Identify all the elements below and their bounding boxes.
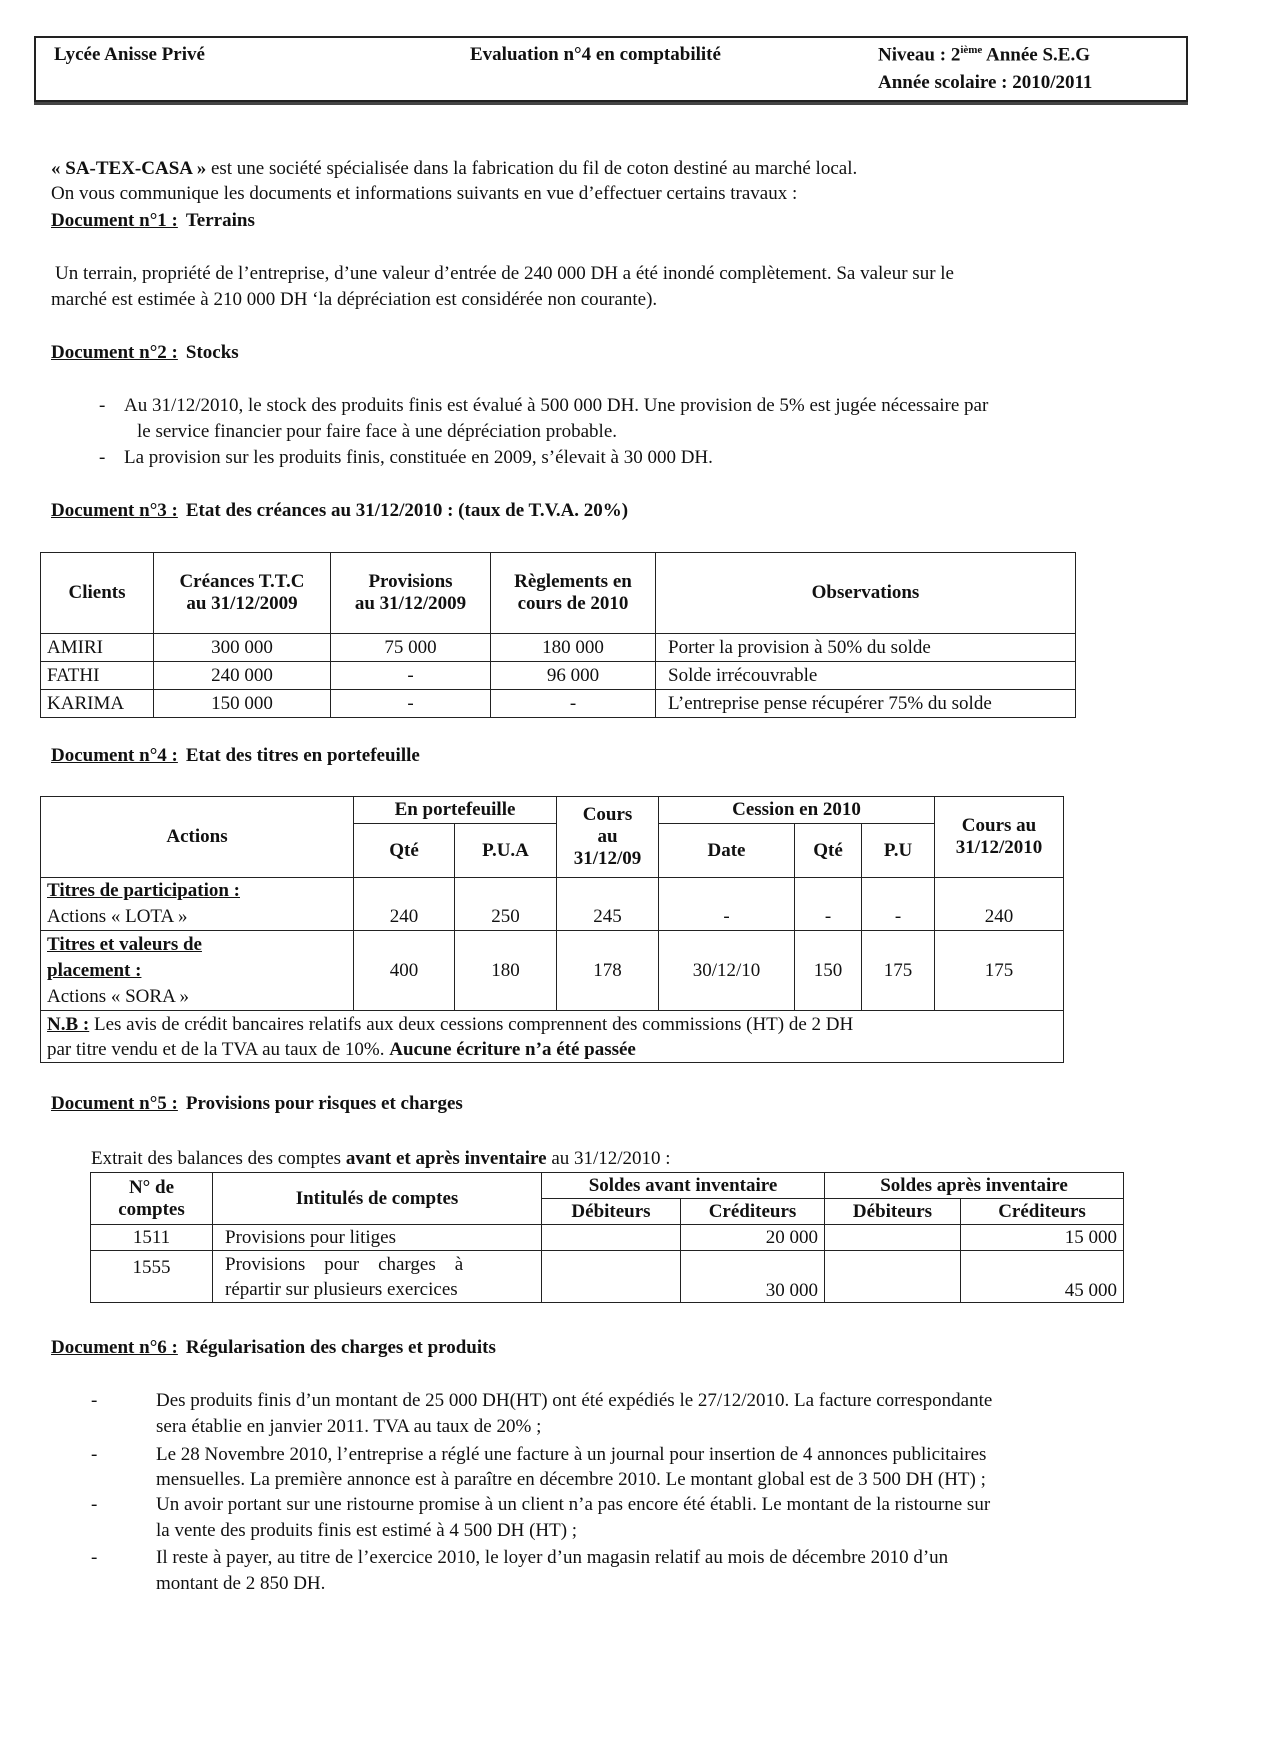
- col-cession: Cession en 2010: [659, 797, 935, 824]
- bullet-dash: -: [99, 395, 106, 416]
- page-header: [34, 36, 1188, 102]
- table-row: Titres de participation : Actions « LOTA » 240 250 245 - - - 240: [41, 878, 1064, 931]
- doc2-item-2: La provision sur les produits finis, constituée en 2009, s’élevait à 30 000 DH.: [124, 447, 713, 468]
- doc6-item-4-cont: montant de 2 850 DH.: [156, 1573, 326, 1594]
- doc2-item-1: Au 31/12/2010, le stock des produits finis est évalué à 500 000 DH. Une provision de 5% est jugée nécessaire par: [124, 395, 989, 416]
- securities-table: Actions En portefeuille Cours au 31/12/09 Cession en 2010 Cours au 31/12/2010 Qté P.U.A Date Qté P.U Titres de participation : Actions « LOTA » 240 250 245 - - - 240 Titres et valeurs de placement : Actions « SORA » 400 180 178 30/12/10 150 175 175 N.B : Les avis de crédit bancaires relatifs aux deux cessions comprennent des commissions (HT) de 2 DH par titre vendu et de la TVA au taux de 10%. Aucune écriture n’a été passée: [40, 796, 1064, 1063]
- level-label: Niveau : 2ième Année S.E.G: [878, 44, 1091, 66]
- doc2-heading: Document n°2 : Stocks: [51, 342, 239, 363]
- doc1-line-1: Un terrain, propriété de l’entreprise, d’une valeur d’entrée de 240 000 DH a été inondé complètement. Sa valeur sur le: [55, 263, 954, 284]
- intro-line-1: « SA-TEX-CASA » est une société spécialisée dans la fabrication du fil de coton destiné au marché local.: [51, 158, 858, 179]
- doc2-item-1-cont: le service financier pour faire face à une dépréciation probable.: [137, 421, 618, 442]
- col-actions: Actions: [41, 797, 354, 878]
- doc6-item-2-cont: mensuelles. La première annonce est à paraître en décembre 2010. Le montant global est de 3 500 DH (HT) ;: [156, 1469, 986, 1490]
- doc6-item-4: Il reste à payer, au titre de l’exercice 2010, le loyer d’un magasin relatif au mois de décembre 2010 d’un: [156, 1547, 949, 1568]
- doc4-heading: Document n°4 : Etat des titres en portefeuille: [51, 745, 420, 766]
- receivables-table: [40, 552, 1076, 718]
- nb-note: N.B : Les avis de crédit bancaires relatifs aux deux cessions comprennent des commissions (HT) de 2 DH par titre vendu et de la TVA au taux de 10%. Aucune écriture n’a été passée: [41, 1011, 1064, 1063]
- doc6-item-3-cont: la vente des produits finis est estimé à 4 500 DH (HT) ;: [156, 1520, 578, 1541]
- table-row: 1511 Provisions pour litiges 20 000 15 000: [91, 1225, 1124, 1251]
- col-observations: Observations: [656, 553, 1076, 634]
- doc1-line-2: marché est estimée à 210 000 DH ‘la dépréciation est considérée non courante).: [51, 289, 658, 310]
- balances-table: N° de comptes Intitulés de comptes Soldes avant inventaire Soldes après inventaire Débiteurs Créditeurs Débiteurs Créditeurs 1511 Provisions pour litiges 20 000 15 000 1555 Provisions pour charges à répartir sur plusieurs exercices 30 000 45 000: [90, 1172, 1124, 1303]
- doc6-heading: Document n°6 : Régularisation des charges et produits: [51, 1337, 496, 1358]
- school-year: Année scolaire : 2010/2011: [878, 72, 1093, 93]
- col-avant: Soldes avant inventaire: [542, 1173, 825, 1199]
- table-row: Titres et valeurs de placement : Actions « SORA » 400 180 178 30/12/10 150 175 175: [41, 931, 1064, 1011]
- nb-row: [41, 1011, 1064, 1063]
- col-creances: Créances T.T.C au 31/12/2009: [154, 553, 331, 634]
- doc6-item-3: Un avoir portant sur une ristourne promise à un client n’a pas encore été établi. Le montant de la ristourne sur: [156, 1494, 991, 1515]
- col-cours-0912: Cours au 31/12/09: [557, 797, 659, 878]
- intro-line-2: On vous communique les documents et informations suivants en vue d’effectuer certains travaux :: [51, 183, 798, 204]
- table-row: AMIRI 300 000 75 000 180 000 Porter la provision à 50% du solde: [41, 634, 1076, 662]
- table-header-row: [41, 553, 1076, 634]
- col-cours-1012: Cours au 31/12/2010: [935, 797, 1064, 878]
- doc6-item-2: Le 28 Novembre 2010, l’entreprise a réglé une facture à un journal pour insertion de 4 annonces publicitaires: [156, 1444, 987, 1465]
- bullet-dash: -: [99, 447, 106, 468]
- table-row: KARIMA 150 000 - - L’entreprise pense récupérer 75% du solde: [41, 690, 1076, 718]
- doc1-heading: Document n°1 : Terrains: [51, 210, 255, 231]
- doc5-heading: Document n°5 : Provisions pour risques et charges: [51, 1093, 463, 1114]
- col-num: N° de comptes: [91, 1173, 213, 1225]
- doc6-item-1: Des produits finis d’un montant de 25 000 DH(HT) ont été expédiés le 27/12/2010. La facture correspondante: [156, 1390, 993, 1411]
- bullet-dash: -: [91, 1547, 98, 1568]
- evaluation-title: Evaluation n°4 en comptabilité: [470, 44, 721, 65]
- school-name: Lycée Anisse Privé: [54, 44, 205, 65]
- col-intitule: Intitulés de comptes: [213, 1173, 542, 1225]
- bullet-dash: -: [91, 1390, 98, 1411]
- col-portefeuille: En portefeuille: [354, 797, 557, 824]
- doc6-item-1-cont: sera établie en janvier 2011. TVA au taux de 20% ;: [156, 1416, 542, 1437]
- bullet-dash: -: [91, 1444, 98, 1465]
- col-reglements: Règlements en cours de 2010: [491, 553, 656, 634]
- col-provisions: Provisions au 31/12/2009: [331, 553, 491, 634]
- bullet-dash: -: [91, 1494, 98, 1515]
- table-row: 1555 Provisions pour charges à répartir sur plusieurs exercices 30 000 45 000: [91, 1251, 1124, 1303]
- col-apres: Soldes après inventaire: [825, 1173, 1124, 1199]
- table-row: FATHI 240 000 - 96 000 Solde irrécouvrable: [41, 662, 1076, 690]
- col-clients: Clients: [41, 553, 154, 634]
- doc3-heading: Document n°3 : Etat des créances au 31/12/2010 : (taux de T.V.A. 20%): [51, 500, 629, 521]
- doc5-extract-line: Extrait des balances des comptes avant et après inventaire au 31/12/2010 :: [91, 1148, 671, 1169]
